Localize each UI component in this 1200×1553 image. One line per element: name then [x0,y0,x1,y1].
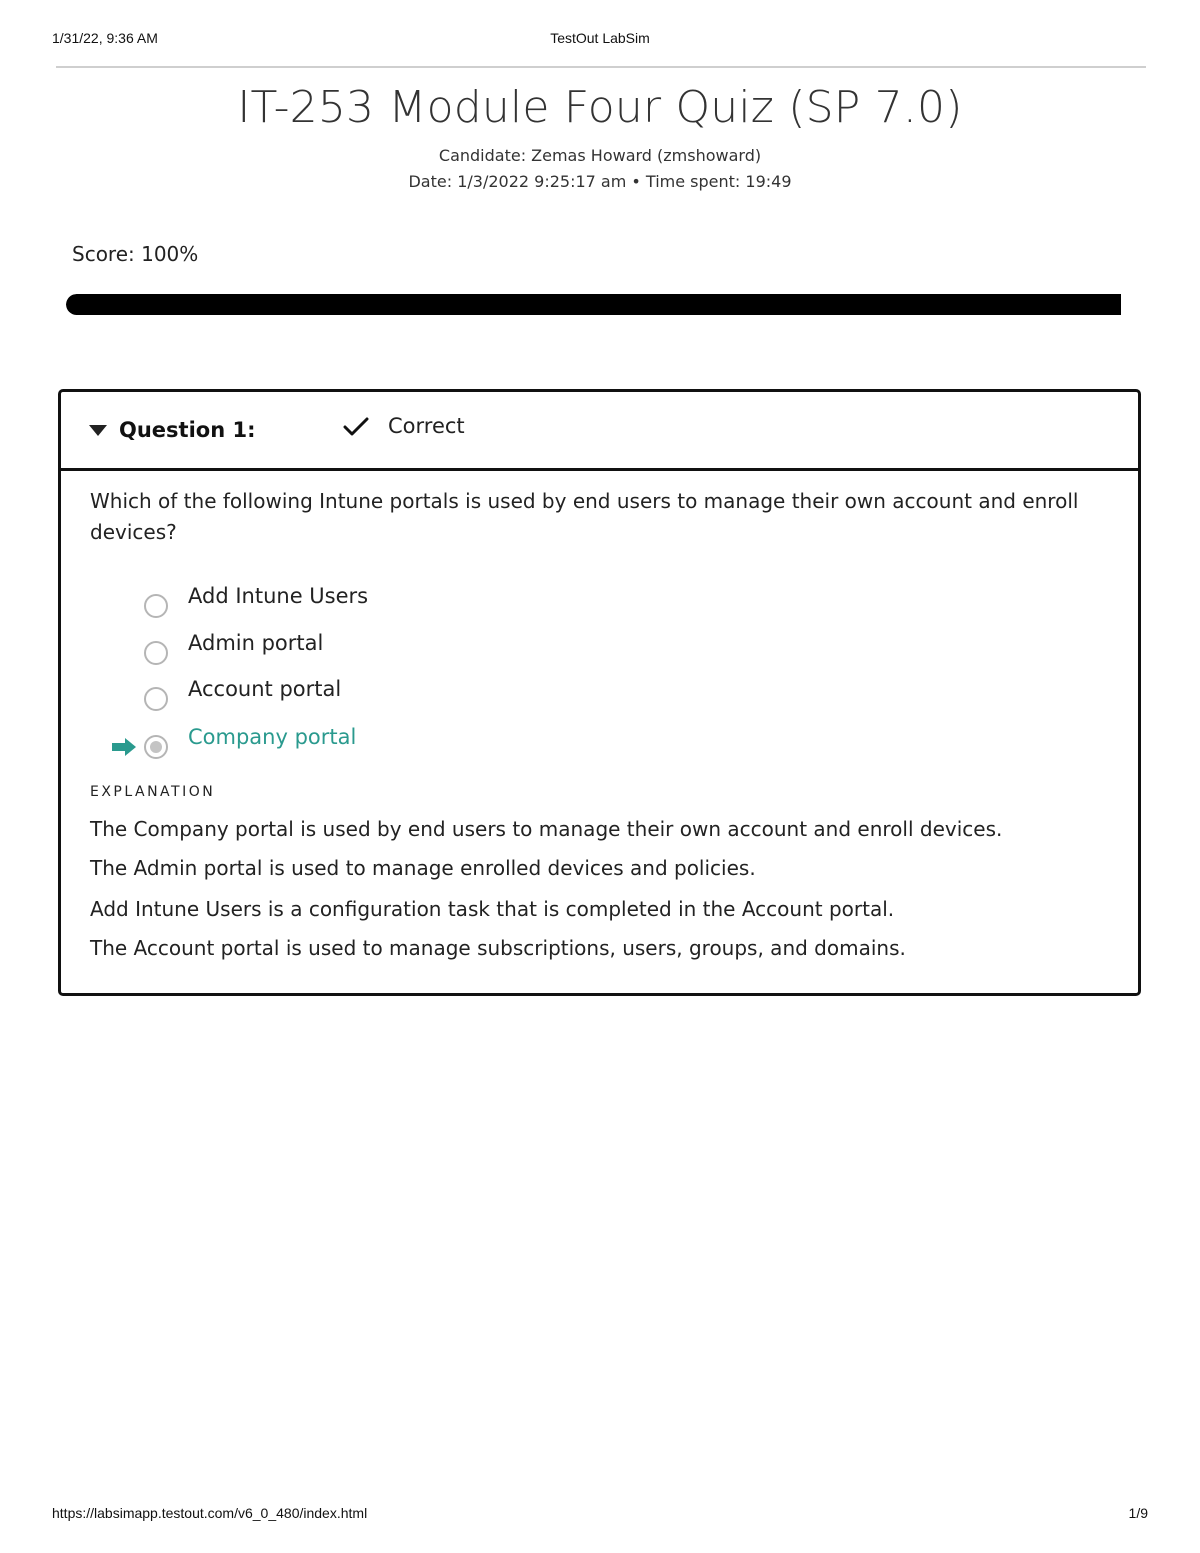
question-header[interactable] [61,392,1138,471]
collapse-caret-icon[interactable] [89,425,107,436]
answer-label: Account portal [188,677,342,701]
print-site-title: TestOut LabSim [550,30,650,46]
question-label: Question 1: [119,418,256,442]
print-url: https://labsimapp.testout.com/v6_0_480/index.html [52,1505,368,1521]
candidate-line: Candidate: Zemas Howard (zmshoward) [438,146,762,165]
answer-label: Company portal [188,725,357,749]
date-time-line: Date: 1/3/2022 9:25:17 am • Time spent: 19:49 [408,172,792,191]
print-page-number: 1/9 [1128,1505,1148,1521]
explanation-line: The Account portal is used to manage subscriptions, users, groups, and domains. [90,936,906,960]
explanation-line: The Company portal is used by end users to manage their own account and enroll devices. [90,817,1003,841]
check-icon [343,416,369,438]
arrow-right-icon [111,737,137,757]
explanation-line: Add Intune Users is a configuration task that is completed in the Account portal. [90,897,895,921]
explanation-line: The Admin portal is used to manage enrolled devices and policies. [90,856,756,880]
print-footer [52,1505,1148,1525]
page-title: IT-253 Module Four Quiz (SP 7.0) [237,82,963,133]
header-divider [56,66,1146,68]
explanation-heading: EXPLANATION [90,784,216,800]
question-card [58,389,1141,996]
answer-radio [144,594,168,618]
answer-label: Admin portal [188,631,324,655]
answer-label: Add Intune Users [188,584,369,608]
answer-radio [144,687,168,711]
print-header [52,30,1148,50]
status-text: Correct [388,414,465,438]
question-text: Which of the following Intune portals is used by end users to manage their own account and enroll devices? [90,489,1079,544]
answer-radio-selected [144,735,168,759]
score-progress-fill [66,294,1121,315]
print-datetime: 1/31/22, 9:36 AM [52,30,158,46]
score-text: Score: 100% [72,242,199,266]
score-progress-bar [66,294,1121,315]
answer-radio [144,641,168,665]
